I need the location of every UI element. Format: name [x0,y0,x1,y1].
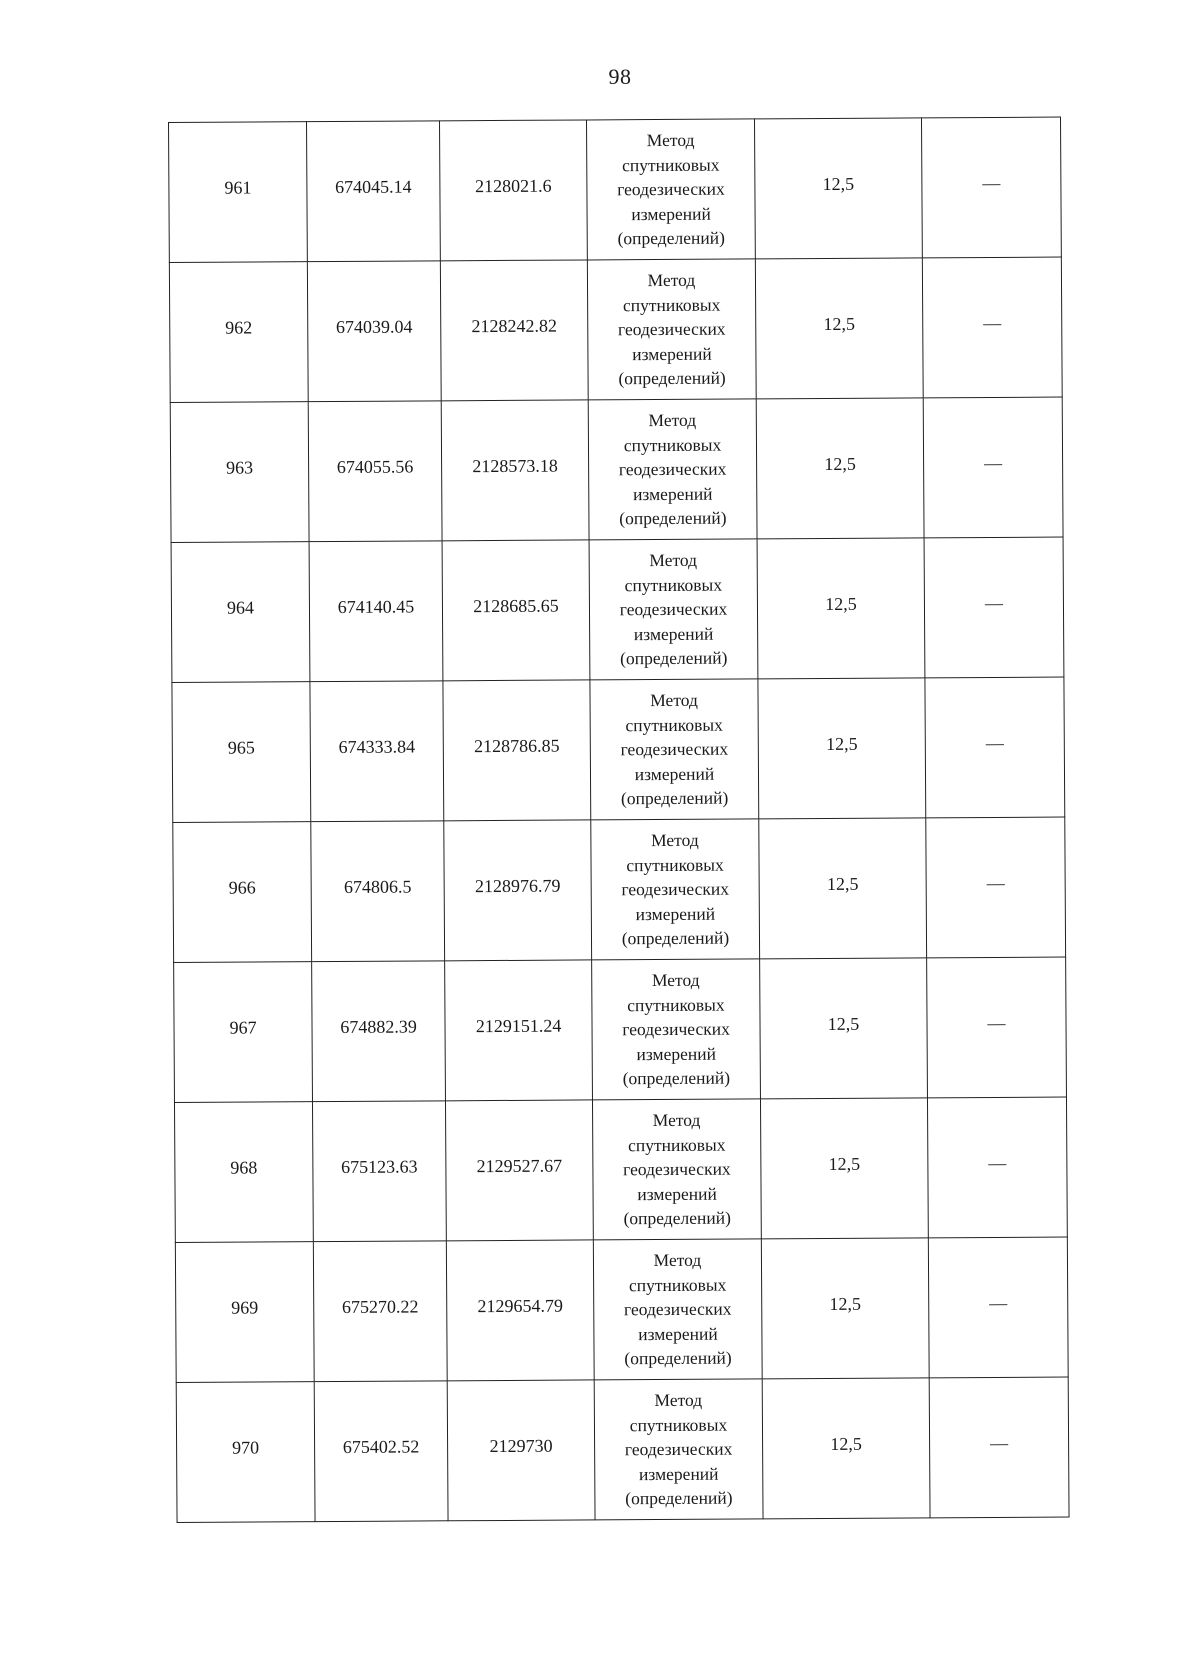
note-cell-text: — [987,1013,1006,1034]
note-cell-text: — [985,733,1004,754]
y-coordinate-cell [447,1380,595,1521]
method-line: спутниковых [622,154,720,175]
x-coordinate-cell [312,1101,446,1242]
accuracy-cell [755,258,923,399]
point-number-cell [169,262,308,403]
x-coordinate-cell-text: 674140.45 [337,596,415,618]
x-coordinate-cell-text: 674882.39 [340,1016,417,1038]
method-line: спутниковых [623,434,722,455]
method-line: (определений) [621,927,730,949]
point-number-cell-text: 962 [225,317,253,338]
y-coordinate-cell [439,120,587,261]
y-coordinate-cell [440,260,588,401]
x-coordinate-cell [307,121,441,262]
method-line: геодезических [623,1298,732,1320]
note-cell-text: — [984,593,1004,614]
accuracy-cell [756,398,924,539]
method-cell [592,959,761,1100]
method-line: геодезических [621,878,730,900]
method-line: спутниковых [627,1134,726,1155]
y-coordinate-cell-text: 2128242.82 [471,315,558,337]
accuracy-cell [762,1378,930,1519]
table-row [170,397,1063,542]
method-line: геодезических [623,1158,731,1180]
point-number-cell [174,962,313,1103]
method-line: Метод [650,690,698,711]
method-line: измерений [635,903,716,924]
x-coordinate-cell [313,1241,447,1382]
note-cell [927,1097,1067,1238]
accuracy-cell-text: 12,5 [824,454,856,475]
note-cell [929,1377,1069,1518]
method-line: (определений) [617,227,725,249]
point-number-cell [175,1242,314,1383]
accuracy-cell-text: 12,5 [827,1014,860,1035]
method-line: измерений [632,483,713,504]
point-number-cell [170,402,309,543]
y-coordinate-cell-text: 2129730 [489,1435,553,1457]
y-coordinate-cell-text: 2129654.79 [477,1295,564,1317]
point-number-cell-text: 969 [231,1297,259,1318]
accuracy-cell-text: 12,5 [825,594,857,615]
accuracy-cell [758,678,926,819]
accuracy-cell-text: 12,5 [826,874,859,895]
accuracy-cell [760,958,928,1099]
method-line: измерений [637,1183,717,1204]
method-line: геодезических [624,1438,733,1460]
y-coordinate-cell-text: 2129151.24 [475,1015,562,1037]
y-coordinate-cell [442,540,590,681]
point-number-cell-text: 970 [232,1437,260,1458]
accuracy-cell-text: 12,5 [823,314,856,335]
point-number-cell-text: 963 [226,457,254,478]
method-line: Метод [649,550,698,571]
y-coordinate-cell-text: 2128786.85 [474,735,560,757]
point-number-cell [171,542,310,683]
x-coordinate-cell [308,401,442,542]
method-line: (определений) [624,1347,732,1369]
y-coordinate-cell [444,820,592,961]
point-number-cell [173,822,312,963]
method-line: Метод [652,1110,701,1131]
table-row [174,1097,1067,1242]
note-cell [928,1237,1068,1378]
method-line: спутниковых [629,1414,728,1435]
x-coordinate-cell-text: 674055.56 [336,456,414,478]
y-coordinate-cell-text: 2129527.67 [476,1155,563,1177]
method-line: спутниковых [628,1274,727,1295]
note-cell [922,257,1062,398]
accuracy-cell [754,118,922,259]
method-line: измерений [632,343,712,364]
method-cell [594,1379,763,1520]
x-coordinate-cell [312,961,446,1102]
method-cell [590,679,759,820]
method-line: Метод [654,1390,703,1411]
y-coordinate-cell [446,1240,594,1381]
method-cell [588,399,757,540]
method-line: Метод [647,270,696,291]
accuracy-cell-text: 12,5 [822,174,855,195]
method-cell [593,1239,762,1380]
note-cell [926,817,1066,958]
method-line: измерений [631,203,711,224]
y-coordinate-cell [441,400,589,541]
method-line: Метод [653,1250,702,1271]
method-line: измерений [634,763,715,784]
method-line: Метод [651,970,700,991]
table-row [172,677,1065,822]
x-coordinate-cell-text: 675402.52 [342,1436,420,1458]
accuracy-cell-text: 12,5 [829,1294,862,1315]
point-number-cell-text: 967 [229,1017,257,1038]
method-cell [591,819,760,960]
point-number-cell [176,1382,315,1523]
y-coordinate-cell [443,680,591,821]
method-line: Метод [650,830,699,851]
method-line: геодезических [620,738,729,760]
coordinates-table [168,117,1070,1523]
note-cell [925,677,1065,818]
method-cell [587,259,756,400]
method-cell [586,119,755,260]
method-line: геодезических [619,598,728,620]
method-line: спутниковых [627,994,725,1015]
point-number-cell-text: 965 [227,737,255,758]
table-row [169,117,1062,262]
method-line: (определений) [622,1067,731,1089]
table-row [169,257,1062,402]
point-number-cell [172,682,311,823]
point-number-cell-text: 961 [224,177,252,198]
method-line: спутниковых [624,574,723,595]
x-coordinate-cell-text: 674806.5 [343,876,412,898]
method-line: измерений [638,1323,718,1344]
method-line: геодезических [617,318,726,340]
accuracy-cell [761,1238,929,1379]
note-cell [927,957,1067,1098]
point-number-cell-text: 968 [230,1157,258,1178]
note-cell-text: — [983,313,1002,334]
method-line: измерений [638,1463,719,1484]
x-coordinate-cell-text: 674039.04 [335,316,413,338]
point-number-cell [169,122,308,263]
method-line: Метод [646,130,695,151]
accuracy-cell-text: 12,5 [828,1154,861,1175]
x-coordinate-cell [307,261,441,402]
x-coordinate-cell-text: 674333.84 [338,736,416,758]
table-row [174,957,1067,1102]
accuracy-cell [760,1098,928,1239]
method-cell [589,539,758,680]
accuracy-cell-text: 12,5 [830,1434,862,1455]
note-cell-text: — [988,1153,1007,1174]
x-coordinate-cell [311,821,445,962]
accuracy-cell [759,818,927,959]
table-row [173,817,1066,962]
method-line: геодезических [618,458,727,480]
y-coordinate-cell-text: 2128685.65 [473,595,559,617]
table-row [175,1237,1068,1382]
y-coordinate-cell [445,1100,593,1241]
x-coordinate-cell [309,541,443,682]
y-coordinate-cell-text: 2128573.18 [472,455,558,477]
y-coordinate-cell-text: 2128976.79 [474,875,561,897]
note-cell-text: — [990,1433,1009,1454]
note-cell [924,537,1064,678]
y-coordinate-cell-text: 2128021.6 [475,175,552,197]
method-line: спутниковых [625,714,723,735]
method-line: Метод [648,410,697,431]
method-line: (определений) [620,787,729,809]
method-cell [592,1099,761,1240]
y-coordinate-cell [445,960,593,1101]
x-coordinate-cell [314,1381,448,1522]
method-line: измерений [636,1043,717,1064]
point-number-cell [174,1102,313,1243]
note-cell-text: — [989,1293,1008,1314]
point-number-cell-text: 964 [226,597,255,618]
method-line: (определений) [625,1487,733,1509]
method-line: измерений [633,623,714,644]
x-coordinate-cell-text: 675270.22 [341,1296,419,1318]
point-number-cell-text: 966 [228,877,256,898]
accuracy-cell-text: 12,5 [826,734,858,755]
x-coordinate-cell-text: 675123.63 [341,1156,418,1178]
method-line: спутниковых [622,294,721,315]
note-cell-text: — [982,173,1001,194]
accuracy-cell [757,538,925,679]
method-line: геодезических [617,178,725,200]
note-cell-text: — [986,873,1005,894]
table-row [171,537,1064,682]
table-row [176,1377,1069,1522]
note-cell [921,117,1061,258]
x-coordinate-cell-text: 674045.14 [335,176,412,198]
method-line: геодезических [622,1018,730,1040]
method-line: (определений) [618,367,726,389]
method-line: (определений) [619,507,727,529]
note-cell-text: — [984,453,1003,474]
page-number: 98 [608,64,632,89]
method-line: спутниковых [626,854,724,875]
method-line: (определений) [620,647,728,669]
note-cell [923,397,1063,538]
x-coordinate-cell [310,681,444,822]
method-line: (определений) [623,1207,731,1229]
